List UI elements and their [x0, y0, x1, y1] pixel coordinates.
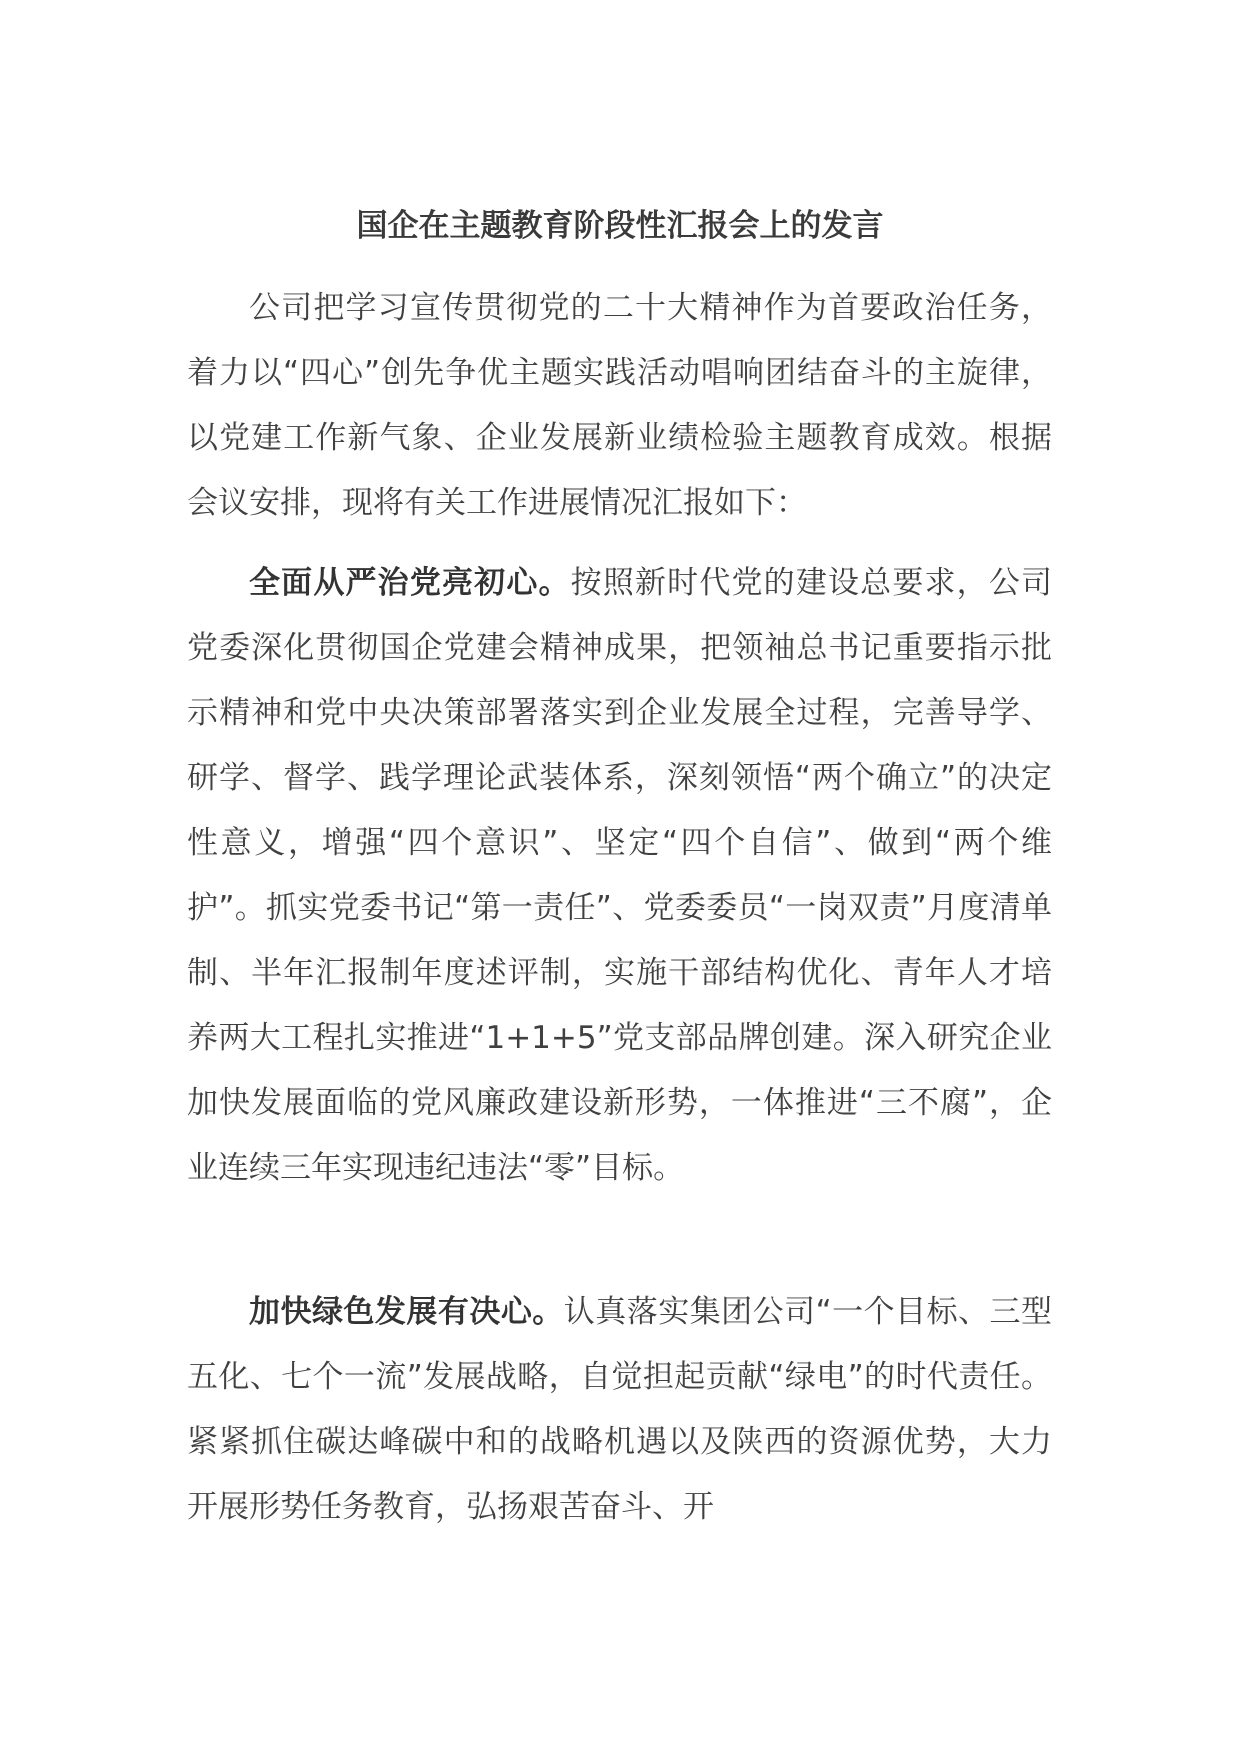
paragraph-green-development	[187, 1280, 1052, 1540]
paragraph-text: 公司把学习宣传贯彻党的二十大精神作为首要政治任务，着力以“四心”创先争优主题实践活动唱响团结奋斗的主旋律，以党建工作新气象、企业发展新业绩检验主题教育成效。根据会议安排，现将有关工作进展情况汇报如下：	[187, 290, 1052, 521]
paragraph-party-discipline	[187, 551, 1052, 1201]
paragraph-text: 按照新时代党的建设总要求，公司党委深化贯彻国企党建会精神成果，把领袖总书记重要指示批示精神和党中央决策部署落实到企业发展全过程，完善导学、研学、督学、践学理论武装体系，深刻领悟“两个确立”的决定性意义，增强“四个意识”、坚定“四个自信”、做到“两个维护”。抓实党委书记“第一责任”、党委委员“一岗双责”月度清单制、半年汇报制年度述评制，实施干部结构优化、青年人才培养两大工程扎实推进“1+1+5”党支部品牌创建。深入研究企业加快发展面临的党风廉政建设新形势，一体推进“三不腐”，企业连续三年实现违纪违法“零”目标。	[187, 565, 1053, 1186]
paragraph-lead: 加快绿色发展有决心。	[249, 1294, 564, 1330]
document-title: 国企在主题教育阶段性汇报会上的发言	[356, 208, 884, 244]
paragraph-intro	[187, 276, 1052, 536]
paragraph-lead: 全面从严治党亮初心。	[249, 565, 571, 601]
paragraph-text: 认真落实集团公司“一个目标、三型五化、七个一流”发展战略，自觉担起贡献“绿电”的时代责任。紧紧抓住碳达峰碳中和的战略机遇以及陕西的资源优势，大力开展形势任务教育，弘扬艰苦奋斗、开	[187, 1294, 1053, 1525]
